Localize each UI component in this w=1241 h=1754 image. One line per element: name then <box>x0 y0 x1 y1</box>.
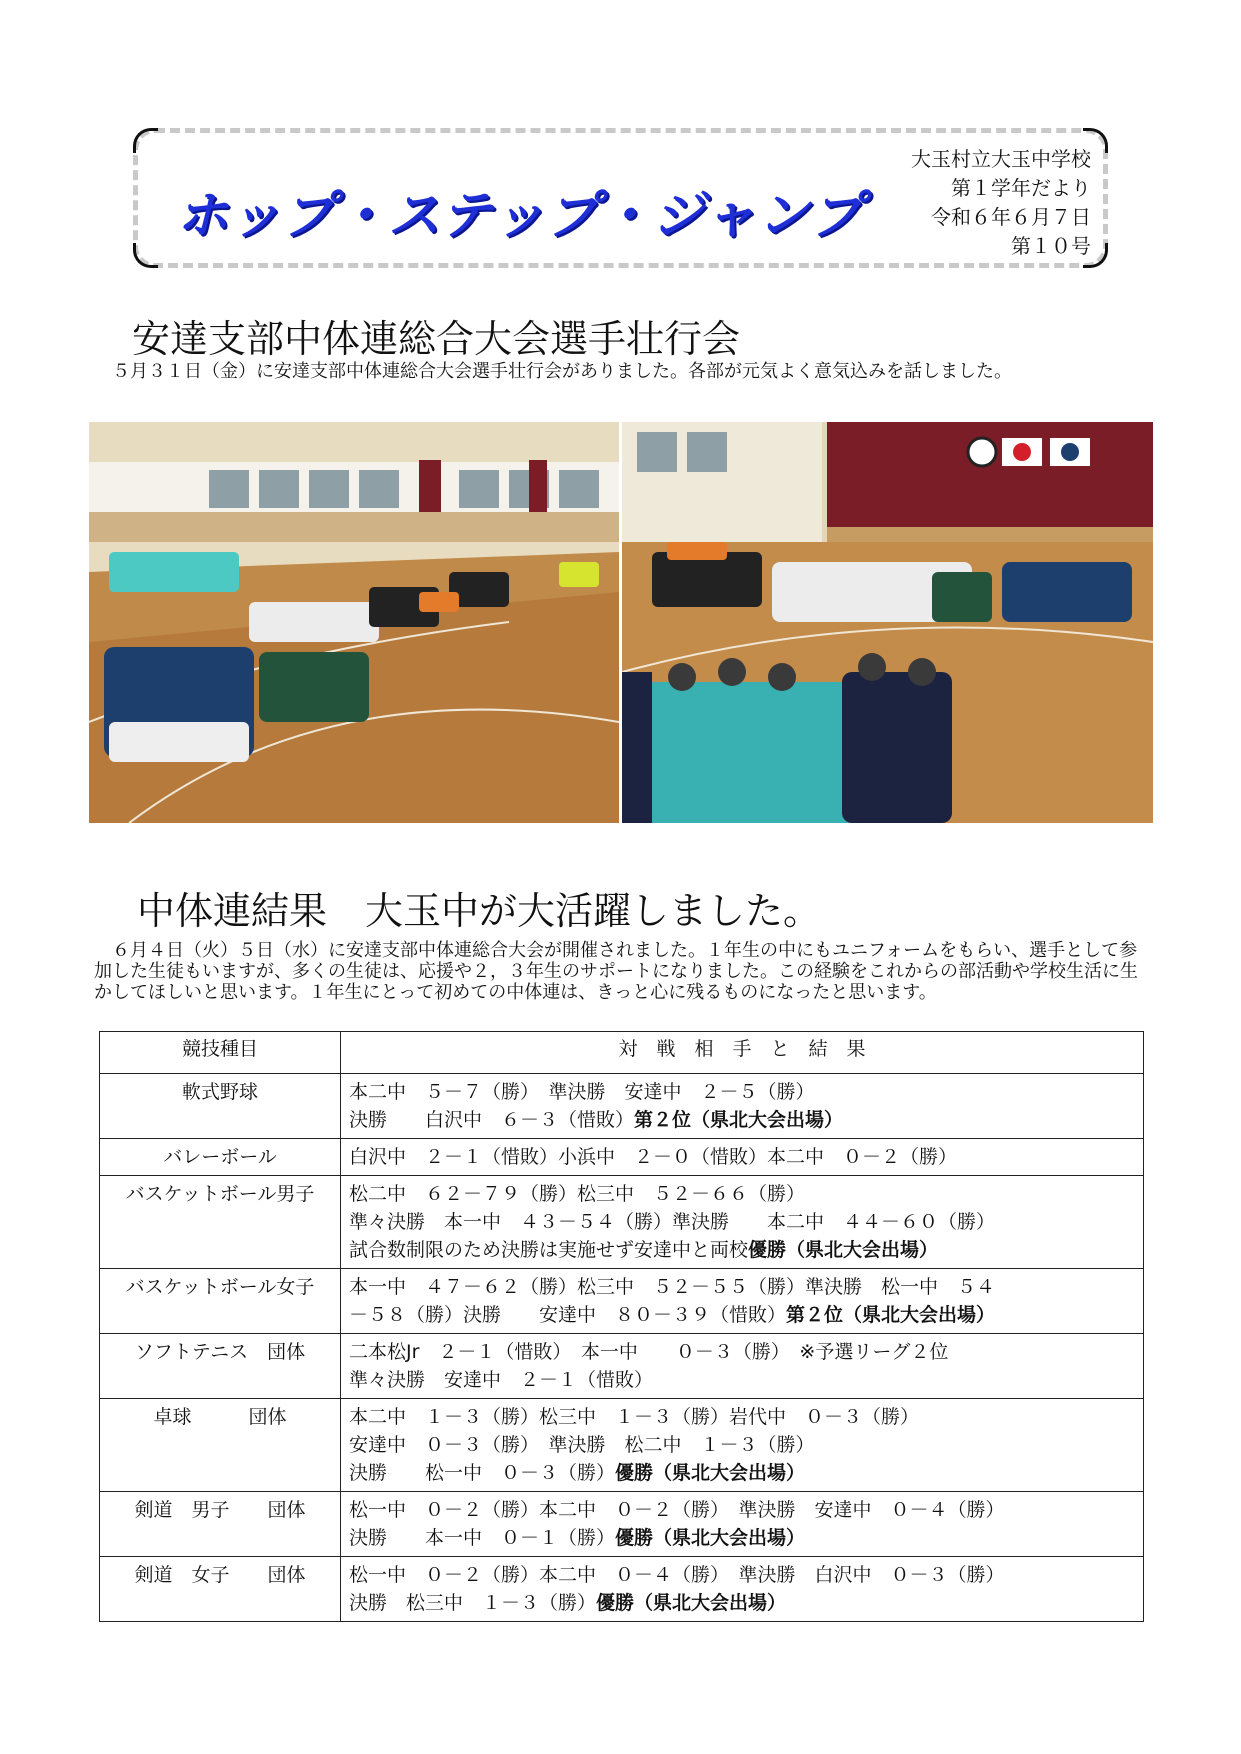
event-name: バスケットボール女子 <box>100 1269 341 1334</box>
photo-gym-send-off-1 <box>89 422 619 823</box>
result-text: 準々決勝 安達中 ２－１（惜敗） <box>349 1369 654 1391</box>
result-text: 二本松Jr ２－１（惜敗） 本一中 ０－３（勝） ※予選リーグ２位 <box>349 1341 949 1363</box>
result-text: 決勝 白沢中 ６－３（惜敗） <box>349 1109 635 1131</box>
event-name: バスケットボール男子 <box>100 1176 341 1269</box>
result-text: 安達中 ０－３（勝） 準決勝 松二中 １－３（勝） <box>349 1434 815 1456</box>
result-line <box>349 1106 1135 1134</box>
result-text: 松一中 ０－２（勝）本二中 ０－２（勝） 準決勝 安達中 ０－４（勝） <box>349 1499 1005 1521</box>
result-line <box>349 1431 1135 1459</box>
issue-number: 第１０号 <box>1011 234 1091 258</box>
issue-info <box>911 145 1091 261</box>
result-text: 松二中 ６２－７９（勝）松三中 ５２－６６（勝） <box>349 1183 806 1205</box>
table-row <box>100 1074 1144 1139</box>
result-line <box>349 1143 1135 1171</box>
event-results <box>341 1492 1144 1557</box>
result-text: 決勝 松一中 ０－３（勝） <box>349 1462 616 1484</box>
newsletter-title: ホップ・ステップ・ジャンプ <box>176 186 863 246</box>
result-line <box>349 1459 1135 1487</box>
result-text: 白沢中 ２－１（惜敗）小浜中 ２－０（惜敗）本二中 ０－２（勝） <box>349 1146 958 1168</box>
header-result: 対 戦 相 手 と 結 果 <box>341 1032 1144 1074</box>
table-row <box>100 1399 1144 1492</box>
result-line <box>349 1338 1135 1366</box>
result-line <box>349 1078 1135 1106</box>
event-name: バレーボール <box>100 1139 341 1176</box>
article-body: ６月４日（火）５日（水）に安達支部中体連総合大会が開催されました。１年生の中にもユニフォームをもらい、選手として参加した生徒もいますが、多くの生徒は、応援や２，３年生のサポートになりました。この経験をこれからの部活動や学校生活に生かしてほしいと思います。１年生にとって初めての中体連は、きっと心に残るものになったと思います。 <box>94 940 1138 1003</box>
result-line <box>349 1236 1135 1264</box>
result-line <box>349 1403 1135 1431</box>
event-name: 卓球 団体 <box>100 1399 341 1492</box>
result-text: 松一中 ０－２（勝）本二中 ０－４（勝） 準決勝 白沢中 ０－３（勝） <box>349 1564 1005 1586</box>
result-highlight: 優勝（県北大会出場） <box>615 1462 806 1484</box>
result-text: 本二中 １－３（勝）松三中 １－３（勝）岩代中 ０－３（勝） <box>349 1406 920 1428</box>
result-line <box>349 1180 1135 1208</box>
result-text: 決勝 松三中 １－３（勝） <box>349 1592 597 1614</box>
results-table <box>99 1031 1144 1622</box>
event-results <box>341 1399 1144 1492</box>
event-results <box>341 1557 1144 1622</box>
event-name: 剣道 女子 団体 <box>100 1557 341 1622</box>
event-results <box>341 1074 1144 1139</box>
table-row <box>100 1176 1144 1269</box>
masthead <box>133 128 1108 268</box>
result-highlight: 優勝（県北大会出場） <box>748 1239 939 1261</box>
table-row <box>100 1269 1144 1334</box>
article-heading: 中体連結果 大玉中が大活躍しました。 <box>137 889 822 933</box>
corner-decoration <box>133 128 158 153</box>
photo-gym-send-off-2 <box>622 422 1153 823</box>
result-line <box>349 1589 1135 1617</box>
issue-date: 令和６年６月７日 <box>931 205 1091 229</box>
result-highlight: 第２位（県北大会出場） <box>634 1109 844 1131</box>
result-highlight: 第２位（県北大会出場） <box>786 1304 996 1326</box>
newsletter-name: 第１学年だより <box>951 176 1091 200</box>
header-event: 競技種目 <box>100 1032 341 1074</box>
result-line <box>349 1496 1135 1524</box>
event-name: 軟式野球 <box>100 1074 341 1139</box>
result-highlight: 優勝（県北大会出場） <box>615 1527 806 1549</box>
result-line <box>349 1301 1135 1329</box>
result-line <box>349 1524 1135 1552</box>
table-row <box>100 1557 1144 1622</box>
event-results <box>341 1176 1144 1269</box>
event-results <box>341 1139 1144 1176</box>
result-text: 準々決勝 本一中 ４３－５４（勝）準決勝 本二中 ４４－６０（勝） <box>349 1211 996 1233</box>
article-body: ５月３１日（金）に安達支部中体連総合大会選手壮行会がありました。各部が元気よく意気込みを話しました。 <box>94 361 1012 382</box>
event-name: 剣道 男子 団体 <box>100 1492 341 1557</box>
result-text: 本二中 ５－７（勝） 準決勝 安達中 ２－５（勝） <box>349 1081 815 1103</box>
article-heading: 安達支部中体連総合大会選手壮行会 <box>132 317 741 361</box>
table-header-row <box>100 1032 1144 1074</box>
result-text: －５８（勝）決勝 安達中 ８０－３９（惜敗） <box>349 1304 787 1326</box>
result-line <box>349 1273 1135 1301</box>
result-highlight: 優勝（県北大会出場） <box>596 1592 787 1614</box>
event-results <box>341 1269 1144 1334</box>
table-row <box>100 1334 1144 1399</box>
corner-decoration <box>133 243 158 268</box>
result-text: 試合数制限のため決勝は実施せず安達中と両校 <box>349 1239 749 1261</box>
result-line <box>349 1208 1135 1236</box>
table-row <box>100 1492 1144 1557</box>
result-text: 決勝 本一中 ０－１（勝） <box>349 1527 616 1549</box>
event-name: ソフトテニス 団体 <box>100 1334 341 1399</box>
result-line <box>349 1561 1135 1589</box>
result-text: 本一中 ４７－６２（勝）松三中 ５２－５５（勝）準決勝 松一中 ５４ <box>349 1276 996 1298</box>
school-name: 大玉村立大玉中学校 <box>911 147 1091 171</box>
table-row <box>100 1139 1144 1176</box>
result-line <box>349 1366 1135 1394</box>
results-body <box>100 1074 1144 1622</box>
event-results <box>341 1334 1144 1399</box>
